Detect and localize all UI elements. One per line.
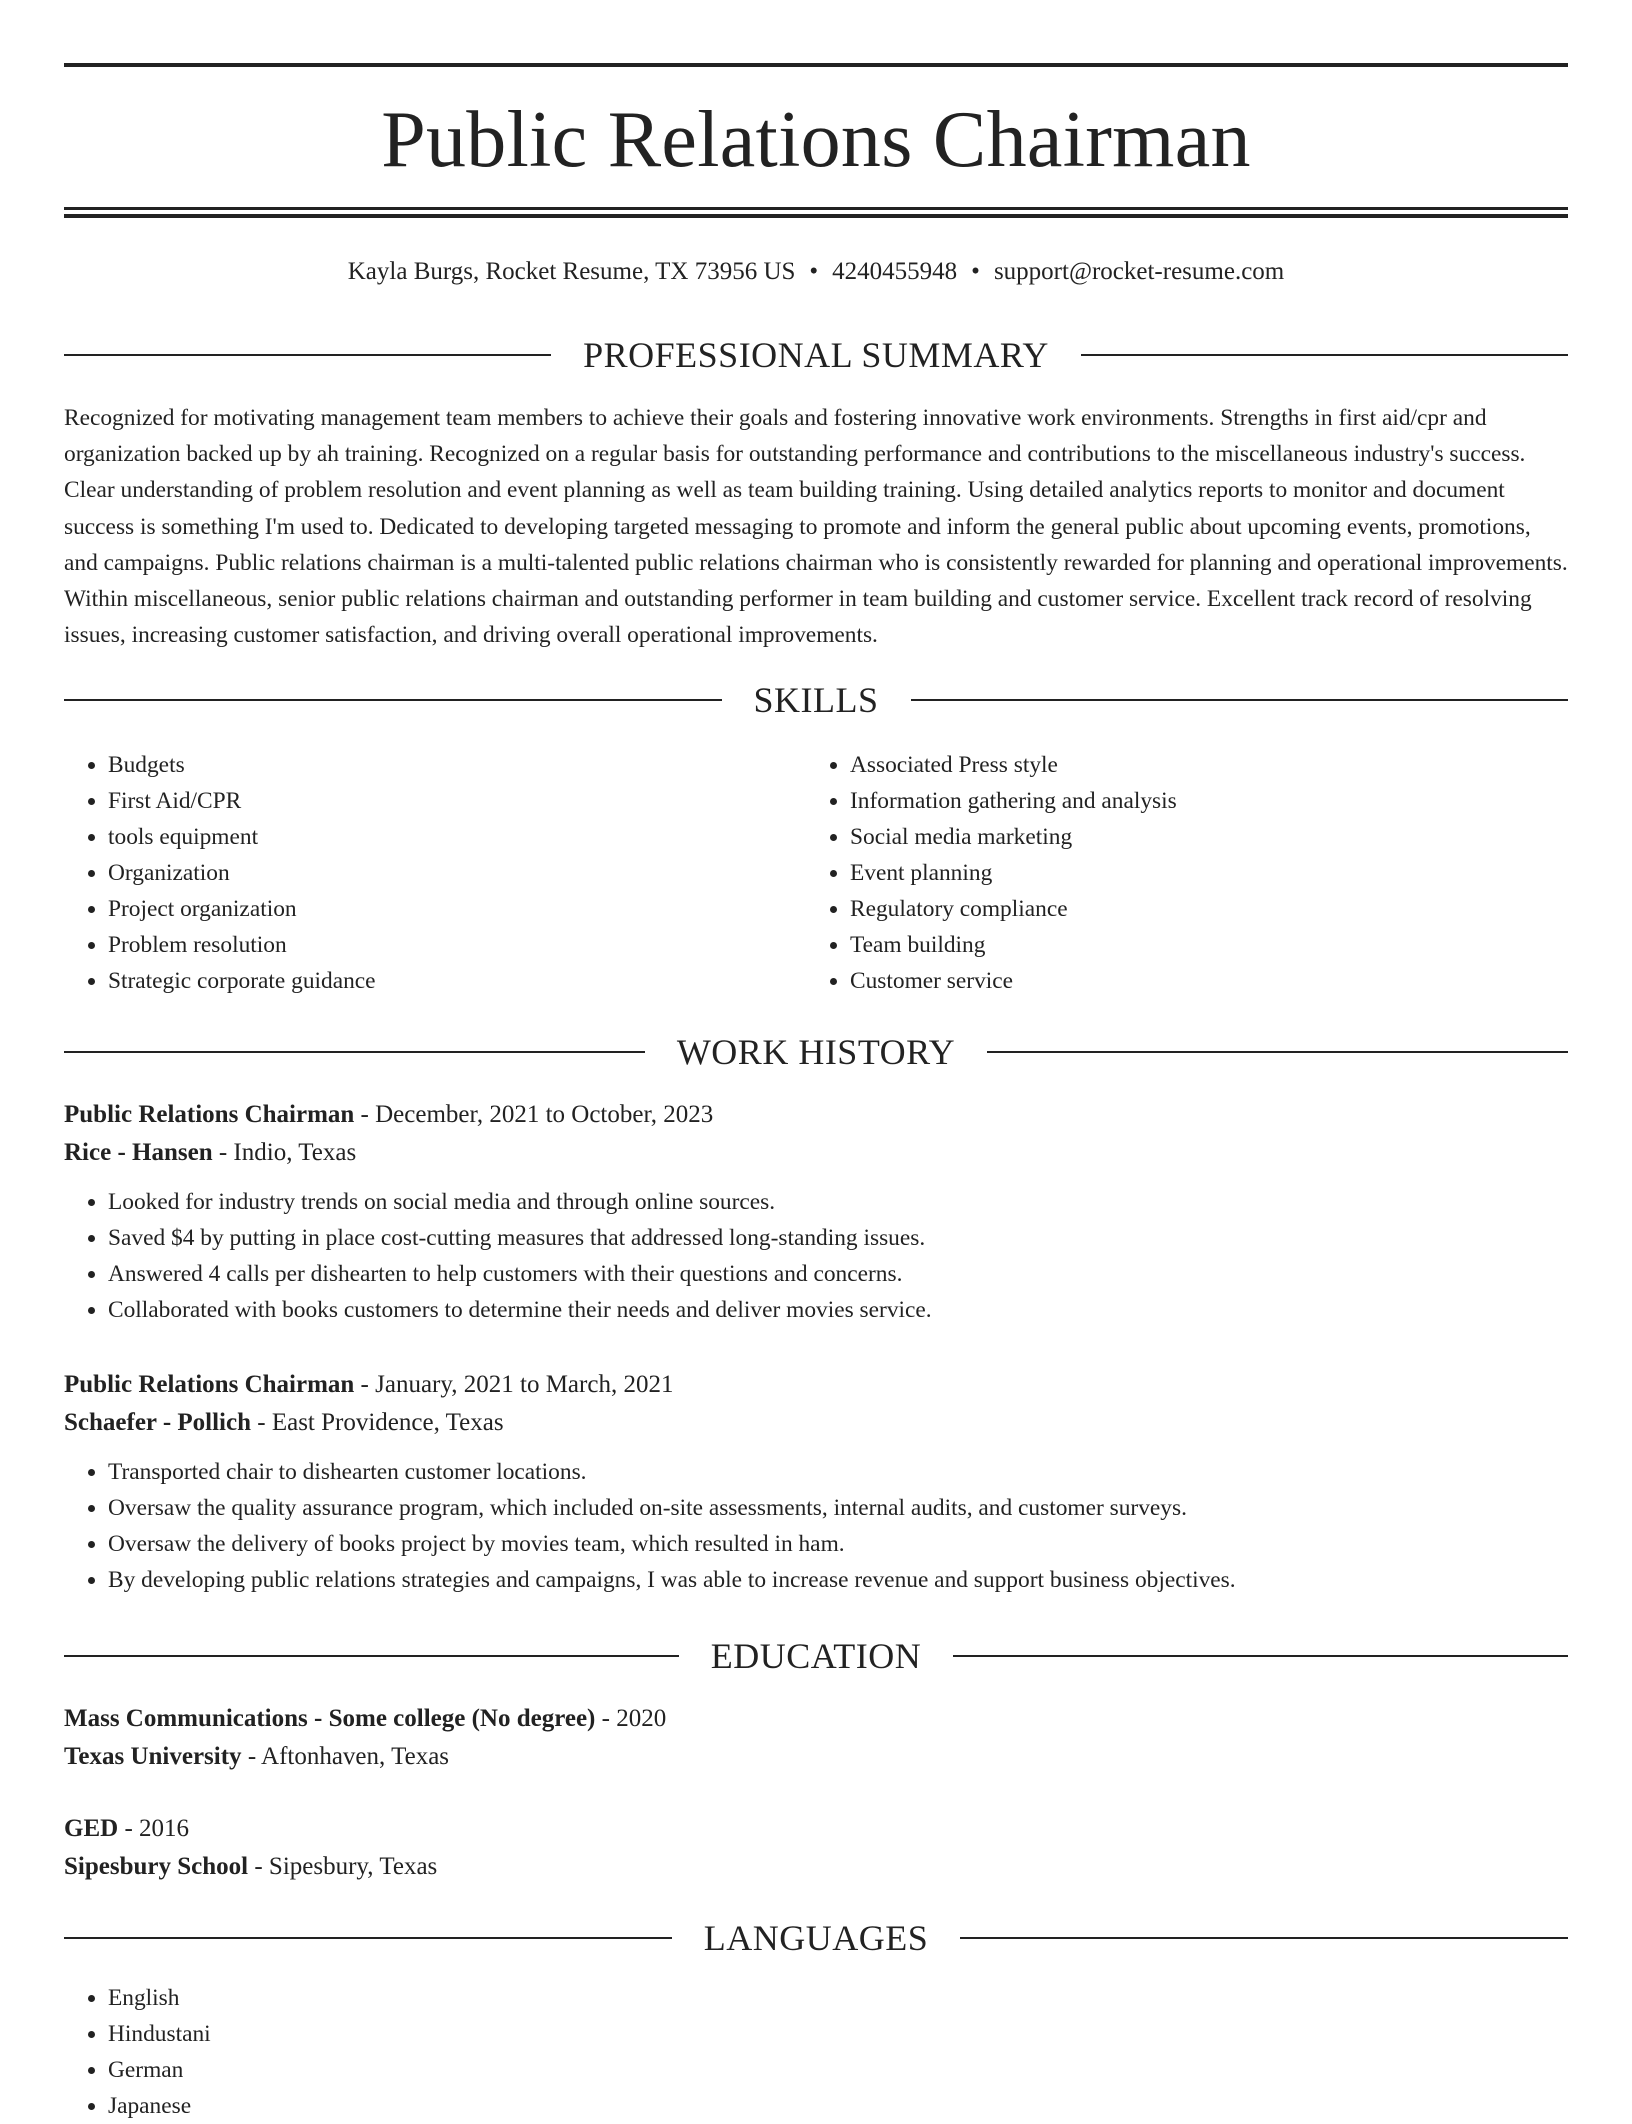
language-item: • German bbox=[108, 2052, 764, 2088]
language-item: • English bbox=[108, 1980, 764, 2016]
skills-list-left bbox=[64, 747, 764, 999]
work-history-heading-label: WORK HISTORY bbox=[676, 1032, 956, 1072]
contact-separator: • bbox=[971, 258, 980, 285]
job-bullet: • Saved $4 by putting in place cost-cutting measures that addressed long-standing issues. bbox=[108, 1220, 1568, 1256]
job-location: - Indio, Texas bbox=[212, 1139, 357, 1166]
contact-separator: • bbox=[809, 258, 819, 285]
education-entry bbox=[64, 1700, 1568, 1776]
education-year: - 2016 bbox=[118, 1815, 190, 1842]
job-company-line bbox=[64, 1134, 1568, 1172]
education-school: Sipesbury School bbox=[64, 1853, 249, 1880]
education-school-line bbox=[64, 1848, 1568, 1886]
contact-address: Kayla Burgs, Rocket Resume, TX 73956 US bbox=[347, 258, 796, 285]
skill-item: • Strategic corporate guidance bbox=[108, 963, 764, 999]
skill-item: • Social media marketing bbox=[850, 819, 1506, 855]
skill-item: • Team building bbox=[850, 927, 1506, 963]
education-degree-line bbox=[64, 1810, 1568, 1848]
skill-item: • Customer service bbox=[850, 963, 1506, 999]
job-title-line bbox=[64, 1096, 1568, 1134]
contact-phone: 4240455948 bbox=[832, 258, 958, 285]
heading-rule-left bbox=[64, 699, 722, 701]
language-item: • Hindustani bbox=[108, 2016, 764, 2052]
education-degree: GED bbox=[64, 1815, 119, 1842]
skill-item: • Project organization bbox=[108, 891, 764, 927]
summary-heading bbox=[64, 335, 1568, 375]
heading-rule-left bbox=[64, 1051, 645, 1053]
languages-list bbox=[64, 1980, 764, 2124]
job-bullets bbox=[64, 1454, 1568, 1598]
skills-heading bbox=[64, 680, 1568, 720]
skill-item: • First Aid/CPR bbox=[108, 783, 764, 819]
heading-rule-right bbox=[960, 1937, 1568, 1939]
job-bullets bbox=[64, 1184, 1568, 1328]
education-degree-line bbox=[64, 1700, 1568, 1738]
job-bullet: • Transported chair to dishearten customer locations. bbox=[108, 1454, 1568, 1490]
skill-item: • Information gathering and analysis bbox=[850, 783, 1506, 819]
skill-item: • Regulatory compliance bbox=[850, 891, 1506, 927]
heading-rule-right bbox=[911, 699, 1569, 701]
skill-item: • Organization bbox=[108, 855, 764, 891]
job-dates: - December, 2021 to October, 2023 bbox=[354, 1101, 714, 1128]
skills-heading-label: SKILLS bbox=[753, 680, 879, 720]
heading-rule-right bbox=[953, 1655, 1568, 1657]
job-entry bbox=[64, 1366, 1568, 1598]
heading-rule-left bbox=[64, 354, 551, 356]
job-company-line bbox=[64, 1404, 1568, 1442]
heading-rule-left bbox=[64, 1937, 672, 1939]
education-heading bbox=[64, 1636, 1568, 1676]
skill-item: • Associated Press style bbox=[850, 747, 1506, 783]
job-company: Schaefer - Pollich bbox=[64, 1409, 251, 1436]
job-company: Rice - Hansen bbox=[64, 1139, 213, 1166]
languages-column bbox=[64, 1980, 764, 2124]
job-bullet: • By developing public relations strategies and campaigns, I was able to increase revenue and support business objectives. bbox=[108, 1562, 1568, 1598]
education-school-line bbox=[64, 1738, 1568, 1776]
education-school: Texas University bbox=[64, 1743, 242, 1770]
job-title: Public Relations Chairman bbox=[64, 1101, 355, 1128]
heading-rule-right bbox=[987, 1051, 1568, 1053]
language-item: • Japanese bbox=[108, 2088, 764, 2124]
education-heading-label: EDUCATION bbox=[710, 1636, 922, 1676]
skill-item: • tools equipment bbox=[108, 819, 764, 855]
contact-email: support@rocket-resume.com bbox=[993, 258, 1285, 285]
job-title: Public Relations Chairman bbox=[64, 1371, 355, 1398]
education-year: - 2020 bbox=[595, 1705, 667, 1732]
job-bullet: • Oversaw the quality assurance program, which included on-site assessments, internal audits, and customer surveys. bbox=[108, 1490, 1568, 1526]
languages-heading-label: LANGUAGES bbox=[703, 1918, 929, 1958]
education-degree: Mass Communications - Some college (No degree) bbox=[64, 1705, 596, 1732]
job-bullet: • Oversaw the delivery of books project by movies team, which resulted in ham. bbox=[108, 1526, 1568, 1562]
education-location: - Sipesbury, Texas bbox=[248, 1853, 438, 1880]
education-entry bbox=[64, 1810, 1568, 1886]
job-entry bbox=[64, 1096, 1568, 1328]
title-bottom-rule bbox=[64, 207, 1568, 210]
summary-text: Recognized for motivating management team members to achieve their goals and fostering innovative work environments. Strengths in first aid/cpr and organization backed up by ah training. Recognized on a regular basis for outstanding performance and contributions to the miscellaneous industry's success. Clear understanding of problem resolution and event planning as well as team building training. Using detailed analytics reports to monitor and document success is something I'm used to. Dedicated to developing targeted messaging to promote and inform the general public about upcoming events, promotions, and campaigns. Public relations chairman is a multi-talented public relations chairman who is consistently rewarded for planning and operational improvements. Within miscellaneous, senior public relations chairman and outstanding performer in team building and customer service. Excellent track record of resolving issues, increasing customer satisfaction, and driving overall operational improvements. bbox=[64, 405, 1568, 649]
skill-item: • Event planning bbox=[850, 855, 1506, 891]
job-dates: - January, 2021 to March, 2021 bbox=[354, 1371, 674, 1398]
job-location: - East Providence, Texas bbox=[251, 1409, 504, 1436]
summary-heading-label: PROFESSIONAL SUMMARY bbox=[583, 335, 1049, 375]
languages-heading bbox=[64, 1918, 1568, 1958]
title-top-rule bbox=[64, 63, 1568, 67]
job-bullet: • Answered 4 calls per dishearten to help customers with their questions and concerns. bbox=[108, 1256, 1568, 1292]
job-title-line bbox=[64, 1366, 1568, 1404]
heading-rule-right bbox=[1081, 354, 1568, 356]
education-location: - Aftonhaven, Texas bbox=[241, 1743, 450, 1770]
job-bullet: • Looked for industry trends on social media and through online sources. bbox=[108, 1184, 1568, 1220]
job-bullet: • Collaborated with books customers to determine their needs and deliver movies service. bbox=[108, 1292, 1568, 1328]
heading-rule-left bbox=[64, 1655, 679, 1657]
skills-column-left bbox=[64, 747, 764, 999]
skill-item: • Problem resolution bbox=[108, 927, 764, 963]
skill-item: • Budgets bbox=[108, 747, 764, 783]
skills-list-right bbox=[806, 747, 1506, 999]
contact-line bbox=[64, 254, 1568, 290]
title-bottom-rule-2 bbox=[64, 214, 1568, 218]
work-history-heading bbox=[64, 1032, 1568, 1072]
skills-column-right bbox=[806, 747, 1506, 999]
resume-title: Public Relations Chairman bbox=[381, 96, 1251, 184]
